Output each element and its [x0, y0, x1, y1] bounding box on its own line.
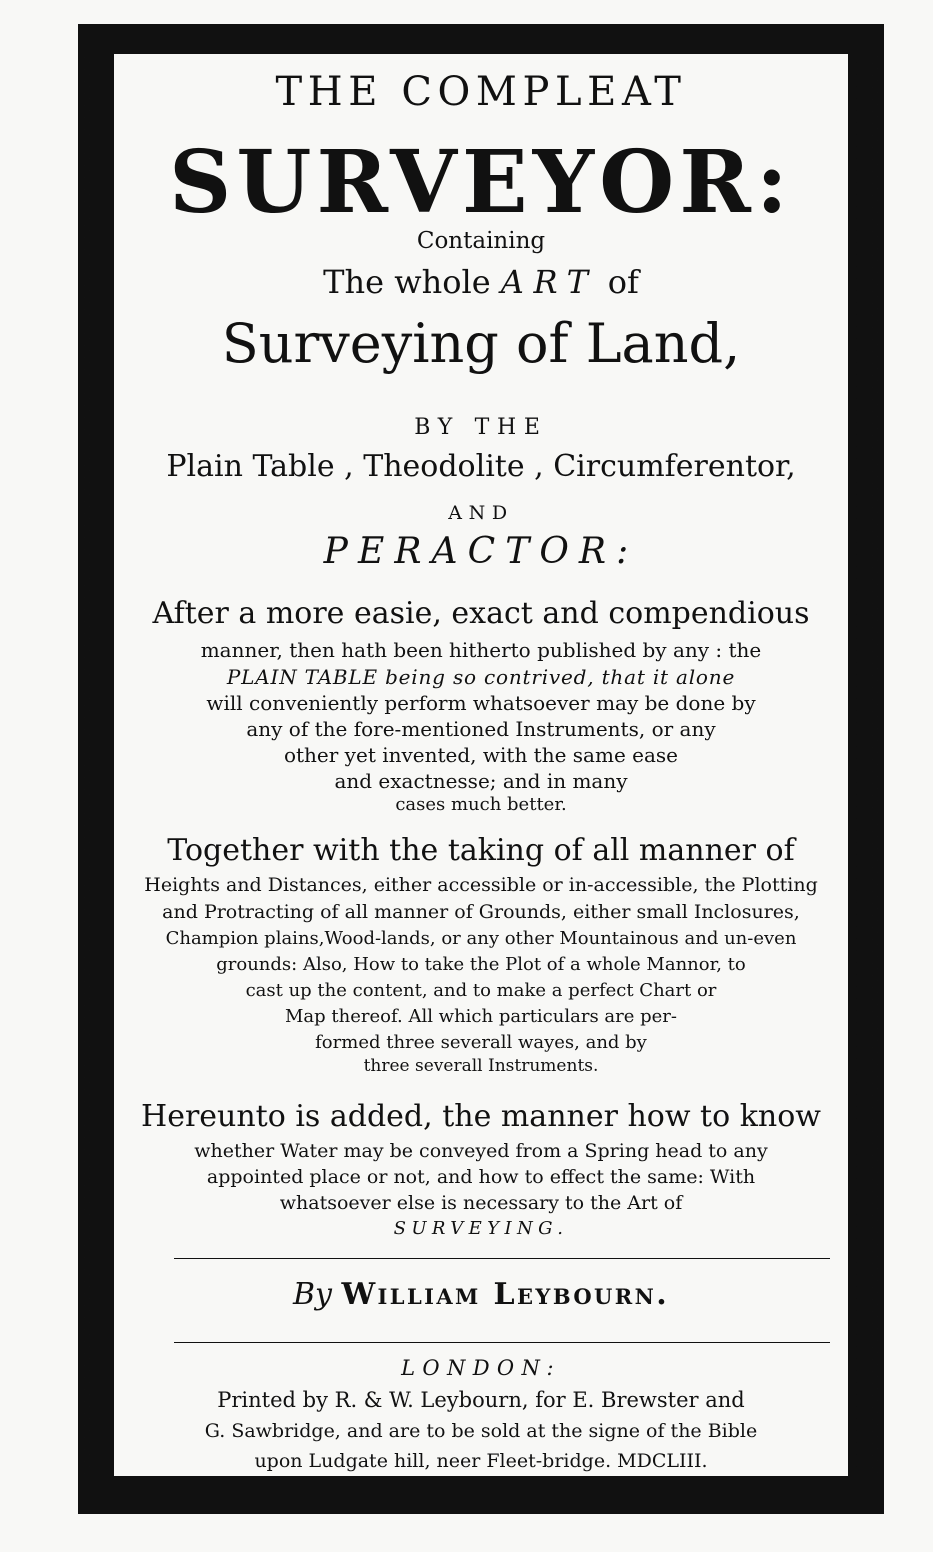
author-name: William Leybourn. — [341, 1277, 670, 1312]
paragraph1-lead: After a more easie, exact and compendious — [152, 596, 810, 631]
imprint-city: LONDON: — [401, 1356, 561, 1380]
divider-rule — [174, 1342, 830, 1343]
containing-label: Containing — [416, 228, 546, 254]
and-line: AND — [448, 502, 514, 524]
paragraph1-line: other yet invented, with the same ease — [283, 743, 679, 767]
peractor-line: PERACTOR: — [323, 531, 639, 572]
paragraph1-line: will conveniently perform whatsoever may be done by — [206, 691, 756, 715]
imprint-line-3: upon Ludgate hill, neer Fleet-bridge. MDCLIII. — [254, 1450, 708, 1472]
ornamental-border-bottom — [78, 1476, 884, 1514]
paragraph1-line: manner, then hath been hitherto published by any : the — [200, 638, 762, 662]
paragraph2-line: Map thereof. All which particulars are per- — [285, 1006, 677, 1027]
by-the-line: BY THE — [414, 415, 548, 440]
instruments-line: Plain Table , Theodolite , Circumferentor, — [166, 449, 796, 484]
paragraph3-lead: Hereunto is added, the manner how to know — [141, 1099, 821, 1134]
divider-rule — [174, 1258, 830, 1259]
paragraph2-line: grounds: Also, How to take the Plot of a whole Mannor, to — [216, 954, 746, 975]
paragraph2-line: Champion plains,Wood-lands, or any other Mountainous and un-even — [165, 928, 797, 949]
paragraph3-line: whatsoever else is necessary to the Art of — [279, 1192, 683, 1214]
paragraph2-line: Heights and Distances, either accessible or in-accessible, the Plotting — [144, 874, 818, 896]
author-line — [118, 1277, 844, 1312]
paragraph2-line: formed three severall wayes, and by — [315, 1032, 647, 1053]
imprint-line-2: G. Sawbridge, and are to be sold at the signe of the Bible — [204, 1420, 758, 1442]
paragraph3-line: whether Water may be conveyed from a Spring head to any — [194, 1140, 768, 1162]
whole-art-word: ART — [500, 263, 598, 301]
paragraph1-line: PLAIN TABLE being so contrived, that it alone — [226, 665, 736, 689]
whole-art-post: of — [597, 263, 639, 301]
paragraph2-lead: Together with the taking of all manner of — [167, 833, 795, 868]
ornamental-border-left — [78, 54, 114, 1476]
paragraph3-line: SURVEYING. — [393, 1218, 569, 1239]
paragraph2-line: and Protracting of all manner of Grounds, either small Inclosures, — [162, 901, 800, 923]
surveying-of-land-line: Surveying of Land, — [221, 312, 741, 375]
ornamental-border-right — [848, 54, 884, 1476]
title-line-surveyor: SURVEYOR: — [169, 132, 793, 233]
ornamental-border-top — [78, 24, 884, 54]
paragraph2-line: three severall Instruments. — [363, 1056, 599, 1076]
author-prefix: By — [292, 1277, 342, 1312]
paragraph1-line: any of the fore-mentioned Instruments, or any — [246, 717, 716, 741]
title-line-compleat: THE COMPLEAT — [275, 69, 687, 115]
imprint-line-1: Printed by R. & W. Leybourn, for E. Brewster and — [217, 1388, 745, 1412]
paragraph1-line: and exactnesse; and in many — [334, 769, 628, 793]
whole-art-pre: The whole — [323, 263, 501, 301]
paragraph1-line: cases much better. — [395, 794, 567, 815]
whole-art-line — [118, 263, 844, 301]
paragraph2-line: cast up the content, and to make a perfect Chart or — [245, 980, 717, 1001]
paragraph3-line: appointed place or not, and how to effect the same: With — [206, 1166, 756, 1188]
